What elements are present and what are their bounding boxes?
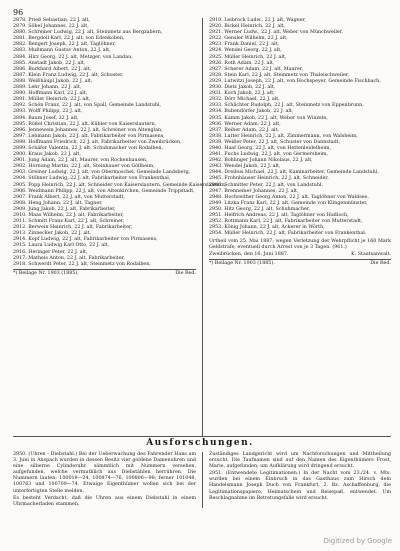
register-entry: 2949. Litzka Franz Karl, 22 J. alt, Gemeinde von Klingenmünster, — [209, 200, 368, 206]
register-entry: 2912. Berwein Heinrich, 22 J. alt, Fabrikarbeiter, — [13, 225, 133, 231]
register-entry: 2904. Stöbner Ludwig, 22 J. alt, Fabrikarbeiter von Frankenthal, — [13, 176, 171, 182]
register-entry: 2906. Weidmann Philipp, 22 J. alt, von Altenkirchen, Gemeinde Trippstadt, — [13, 188, 195, 194]
left-column — [13, 18, 227, 436]
notice-paragraph: Es besteht Verdacht, daß die Uhren aus einem Diebstahl in einem Uhrmacherladen stammen. — [13, 495, 196, 507]
register-entry: 2895. Rößel Christian, 22 J. alt, Kübler von Kaiserslautern, — [13, 121, 157, 127]
court-notice: Urtheil vom 25. Mai 1887; wegen Verletzung der Wehrpflicht je 160 Mark Geldstrafe, eventuell durch Arrest von je 3 Tagen. (961.) — [209, 239, 391, 251]
register-entry: 2927. Scherer Adam, 22 J. alt, Maurer, — [209, 66, 303, 72]
left-entry-list — [13, 18, 227, 268]
register-entry: 2934. Bubendörfer Jakob, 22 J. alt, — [209, 109, 294, 115]
register-entry: 2930. Dietz Jakob, 22 J. alt, — [209, 85, 276, 91]
register-entry: 2907. Frank Albert, 22 J. alt, von Mutterstadt, — [13, 194, 126, 200]
register-entry: 2954. Müller Heinrich, 22 J. alt, Fabrikarbeiter von Frankenthal. — [209, 231, 367, 237]
right-footnote-label: Die Red. — [370, 260, 391, 266]
register-entry: 2899. Schäfer Valentin, 22 J. alt, Schuhmacher von Rodalben, — [13, 145, 163, 151]
register-entry: 2951. Helfrich Andreas, 22 J. alt, Taglöhner von Haßloch, — [209, 213, 349, 218]
register-entry: 2886. Burkhard Albert, 22 J. alt, — [13, 66, 92, 72]
register-entry: 2897. Lehmann Jakob, 22 J. alt, Fabrikarbeiter von Pirmasens, — [13, 133, 165, 139]
register-entry: 2903. Greiner Ludwig, 22 J. alt, von Obermoschel, Gemeinde Landsberg, — [13, 170, 191, 176]
signoff-office: K. Staatsanwalt. — [351, 251, 391, 257]
register-entry: 2940. Haaf Georg, 22 J. alt, von Hettenleidelheim, — [209, 145, 331, 151]
register-entry: 2942. Bohlinger Johann Nikolaus, 22 J. alt, — [209, 158, 313, 164]
register-entry: 2943. Wendel Jakob, 22 J. alt, — [209, 164, 281, 170]
register-entry: 2947. Brennemer Johannes, 22 J. alt, — [209, 188, 299, 194]
register-entry: 2901. Jung Adam, 22 J. alt, Maurer, von Rockenhausen, — [13, 158, 148, 164]
section-divider — [13, 436, 391, 437]
register-entry: 2935. Kamm Jakob, 22 J. alt, Weber von Winzeln, — [209, 115, 328, 121]
register-entry: 2892. Schön Franz, 22 J. alt, von Spall, Gemeinde Landstuhl, — [13, 103, 162, 109]
register-entry: 2884. Hirz Georg, 22 J. alt, Metzger, von Landau, — [13, 54, 133, 60]
register-entry: 2950. Hitz Georg, 22 J. alt, Schuhmacher, — [209, 206, 311, 212]
register-entry: 2922. Gensler Wilhelm, 22 J. alt, — [209, 36, 288, 42]
register-entry: 2937. Reiber Adam, 22 J. alt, — [209, 127, 280, 133]
register-entry: 2920. Bickel Heinrich, 22 J. alt, — [209, 24, 286, 30]
signoff — [209, 252, 391, 258]
register-entry: 2941. Fuchs Ludwig, 22 J. alt, von Germersheim, — [209, 152, 328, 158]
register-entry: 2889. Lehr Johann, 22 J. alt, — [13, 85, 82, 91]
notice-paragraph: Zuständiges Landgericht wird um Nachforschungen und Mittheilung ersucht. Die Taufnamen sind auf den Namen des Eigenthümers Frost, Marie, aufgefunden; um Aufklärung wird dringend ersucht. — [209, 452, 391, 470]
notice-columns — [13, 452, 391, 508]
register-entry: 2916. Heringer Peter, 22 J. alt, — [13, 249, 88, 255]
register-entry: 2921. Werner Ludw., 22 J. alt, Weber von Münchweiler, — [209, 30, 344, 36]
register-entry: 2932. Dörr Michael, 22 J. alt, — [209, 97, 280, 103]
register-entry: 2948. Hochreither Georg Anton, 22 J. alt, Taglöhner von Waldsee, — [209, 194, 369, 200]
register-entry: 2911. Schmitt Franz Karl, 22 J. alt, Schreiner, — [13, 219, 125, 225]
register-entry: 2910. Maas Wilhelm, 22 J. alt, Fabrikarbeiter, — [13, 213, 124, 218]
section-title: Ausforschungen. — [146, 438, 254, 448]
register-entry: 2908. Heng Johann, 22 J. alt, Tagner, — [13, 200, 103, 206]
register-entry: 2939. Weißer Peter, 22 J. alt, Schuster von Dannstadt, — [209, 139, 341, 145]
register-entry: 2925. Müller Heinrich, 22 J. alt, — [209, 54, 287, 60]
register-entry: 2891. Müller Heinrich, 22 J. alt, — [13, 97, 91, 103]
register-entry: 2924. Wendel Georg, 22 J. alt, — [209, 48, 282, 54]
register-entry: 2878. Prieß Sebastian, 22 J. alt, — [13, 18, 90, 23]
right-entry-list — [209, 18, 391, 237]
register-entry: 2900. Kraus Jakob, 22 J. alt, — [13, 152, 81, 158]
register-entry: 2929. Lutwitzi Joseph, 22 J. alt, von Hochspeyer, Gemeinde Fischbach, — [209, 78, 381, 84]
register-entry: 2890. Hoffmann Karl, 22 J. alt, — [13, 91, 88, 97]
watermark: Digitized by Google — [323, 537, 392, 545]
register-entry: 2894. Baum Josef, 22 J. alt, — [13, 115, 79, 121]
register-entry: 2917. Matheis Anton, 22 J. alt, Fabrikarbeiter, — [13, 255, 125, 261]
register-entry: 2931. Koch Jakob, 22 J. alt, — [209, 91, 275, 97]
bottom-right-column — [202, 452, 391, 508]
register-entry: 2905. Popp Heinrich, 22 J. alt, Schneider von Kaiserslautern, Gemeinde Kaiserslautern, — [13, 182, 227, 188]
register-entry: 2915. Laura Ludwig Karl Otto, 22 J. alt, — [13, 243, 110, 249]
register-entry: 2896. Jennewein Johannes, 22 J. alt, Schreiner von Altenglan, — [13, 127, 163, 133]
register-entry: 2914. Kopf Ludwig, 22 J. alt, Fabrikarbeiter von Pirmasens, — [13, 237, 158, 243]
register-entry: 2893. Wolff Philipp, 22 J. alt, — [13, 109, 83, 115]
register-entry: 2887. Klein Franz Ludwig, 22 J. alt, Schuster, — [13, 72, 124, 78]
right-column — [202, 18, 391, 436]
right-footnote-text: *) Beilage Nr. 1903 (1885). — [209, 260, 275, 266]
notice-paragraph: 2950. (Uhren - Diebstahl.) Bei der Ueberwachung des Fahrender Hans am 3. Juni in Anspach wurden in dessen Besitz vier goldene Damenuhren und eine silberne Cylinderuhr, sämmtlich mit Nummern versehen, aufgefunden, welche vermuthlich aus Diebstählen herrühren. Die Nummern lauten: 100019—24, 100874—76, 100806—98; ferner 101048, 100763 und 100709—74. Etwaige Eigenthümer wollen sich bei der unterfertigten Stelle melden. — [13, 452, 196, 494]
register-entry: 2909. Jung Jakob, 22 J. alt, Fabrikarbeiter, — [13, 206, 116, 212]
right-footnote — [209, 259, 391, 267]
register-entry: 2879. Söbel Johannes, 22 J. alt, — [13, 24, 89, 30]
register-entry: 2898. Hoffmann Friedrich, 22 J. alt, Fabrikarbeiter von Zweibrücken, — [13, 139, 182, 145]
register-entry: 2928. Stein Karl, 22 J. alt, Steinmetz von Thaleischweiler, — [209, 72, 350, 78]
register-entry: 2953. König Johann, 22 J. alt, Ackerer in Wörth, — [209, 225, 325, 231]
page-number: 96 — [13, 8, 24, 17]
register-entry: 2936. Werner Adam, 22 J. alt, — [209, 121, 281, 127]
register-entry: 2926. Roth Adam, 22 J. alt, — [209, 60, 275, 66]
register-columns — [13, 18, 391, 436]
register-entry: 2944. Dreibus Michael, 22 J. alt, Kaminarbeiter, Gemeinde Landstuhl, — [209, 170, 379, 176]
register-entry: 2888. Weißhäupl Jakob, 22 J. alt, — [13, 78, 93, 84]
bottom-left-column — [13, 452, 202, 508]
register-entry: 2938. Lutter Heinrich, 22 J. alt, Zimmermann, von Walsheim, — [209, 133, 358, 139]
register-entry: 2882. Bengert Joseph, 22 J. alt, Taglöhner, — [13, 42, 116, 48]
register-entry: 2945. Frohnhäuser Heinrich, 22 J. alt, Schneider, — [209, 176, 329, 182]
left-footnote — [13, 269, 196, 277]
left-footnote-text: *) Beilage Nr. 1903 (1885). — [13, 270, 79, 276]
register-entry: 2881. Bergdoll Karl, 22 J. alt, von Edenkoben, — [13, 36, 125, 42]
register-entry: 2880. Schreiner Ludwig, 22 J. alt, Steinmetz aus Bergzabern, — [13, 30, 163, 36]
register-entry: 2913. Zinnecker Jakob, 22 J. alt, — [13, 231, 92, 237]
register-entry: 2946. Schmitter Peter, 22 J. alt, von Landstuhl, — [209, 182, 323, 188]
signoff-place: Zweibrücken, den 16. Juni 1887. — [209, 251, 289, 257]
register-entry: 2952. Rottmann Karl, 22 J. alt, Fabrikarbeiter von Mutterstadt, — [209, 219, 363, 225]
register-entry: 2933. Schlichter Rudolph, 22 J. alt, Steinmetz von Eppenbrunn, — [209, 103, 364, 109]
notice-paragraph: 2951. (Entwendete Legitimationen.) In der Nacht vom 23./24. v. Mts. wurden bei einem Einbruch in das Gasthaus zum Hirsch dem Handelsmann Joseph Duch von Frankfurt, 2. Bz. Aschaffenburg, die Legitimationspapiere, Heimatschein und Reisepaß, entwendet. Um Beschlagnahme im Betretungsfalle wird ersucht. — [209, 471, 391, 501]
register-entry: 2883. Mußmann Gustav Anton, 22 J. alt, — [13, 48, 111, 54]
left-footnote-label: Die Red. — [175, 270, 196, 276]
register-entry: 2923. Frank Daniel, 22 J. alt, — [209, 42, 280, 48]
register-entry: 2885. Anstadt Jakob, 22 J. alt, — [13, 60, 86, 66]
register-entry: 2902. Hornung Martin, 22 J. alt, Steinhauer von Göllheim, — [13, 164, 155, 170]
register-entry: 2918. Schwerdt Peter, 22 J. alt, Steinmetz von Rodalben, — [13, 261, 151, 267]
register-entry: 2919. Leibrock Ludw., 22 J. alt, Wagner, — [209, 18, 306, 23]
